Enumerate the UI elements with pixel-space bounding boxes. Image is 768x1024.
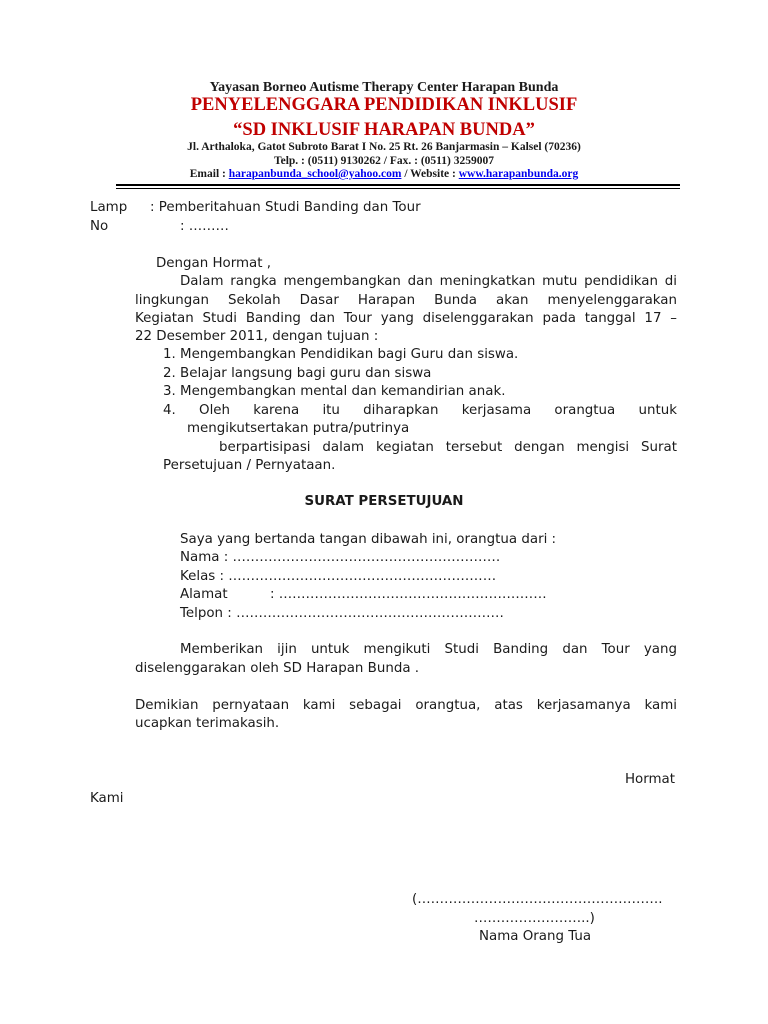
permission-line-2: diselenggarakan oleh SD Harapan Bunda . — [135, 661, 420, 676]
signature-kami: Kami — [90, 791, 124, 806]
address-field-label: Alamat — [180, 587, 228, 602]
form-intro: Saya yang bertanda tangan dibawah ini, orangtua dari : — [180, 532, 557, 547]
contact-line — [0, 168, 768, 180]
header-divider-thin — [116, 188, 680, 189]
goal-item-3: 3. Mengembangkan mental dan kemandirian anak. — [163, 384, 506, 399]
phone-field: Telpon : …………………………………………………… — [180, 606, 504, 621]
intro-line-4: 22 Desember 2011, dengan tujuan : — [135, 329, 379, 344]
number-label: No — [90, 219, 109, 234]
form-heading: SURAT PERSETUJUAN — [304, 494, 464, 509]
lamp-label: Lamp — [90, 200, 128, 215]
permission-line-1: Memberikan ijin untuk mengikuti Studi Banding dan Tour yang — [180, 642, 677, 657]
number-value: : ……… — [180, 219, 229, 234]
intro-line-3: Kegiatan Studi Banding dan Tour yang diselenggarakan pada tanggal 17 – — [135, 311, 677, 326]
website-link[interactable]: www.harapanbunda.org — [458, 168, 579, 180]
closing-line-1: Demikian pernyataan kami sebagai orangtua, atas kerjasamanya kami — [135, 698, 677, 713]
email-link[interactable]: harapanbunda_school@yahoo.com — [228, 168, 402, 180]
goal-item-4-cont-3: Persetujuan / Pernyataan. — [163, 458, 336, 473]
signature-line-1: (………………………………………………. — [412, 892, 663, 907]
address-field: : …………………………………………………… — [270, 587, 547, 602]
signature-line-2: ……………………..) — [474, 911, 595, 926]
signature-name: Nama Orang Tua — [479, 929, 592, 944]
goal-item-4: 4. Oleh karena itu diharapkan kerjasama orangtua untuk — [163, 403, 677, 418]
email-label: Email : — [189, 168, 229, 180]
closing-line-2: ucapkan terimakasih. — [135, 716, 280, 731]
intro-line-2: lingkungan Sekolah Dasar Harapan Bunda akan menyelenggarakan — [135, 293, 677, 308]
organizer-title: PENYELENGGARA PENDIDIKAN INKLUSIF — [190, 95, 578, 115]
greeting: Dengan Hormat , — [156, 256, 272, 271]
lamp-value: : Pemberitahuan Studi Banding dan Tour — [150, 200, 421, 215]
signature-hormat: Hormat — [624, 772, 675, 787]
goal-item-4-cont-2: berpartisipasi dalam kegiatan tersebut dengan mengisi Surat — [219, 440, 677, 455]
foundation-name: Yayasan Borneo Autisme Therapy Center Harapan Bunda — [209, 80, 559, 95]
website-label: / Website : — [401, 168, 459, 180]
school-address: Jl. Arthaloka, Gatot Subroto Barat I No. 25 Rt. 26 Banjarmasin – Kalsel (70236) — [187, 141, 581, 153]
class-field: Kelas : …………………………………………………… — [180, 569, 497, 584]
school-phone: Telp. : (0511) 9130262 / Fax. : (0511) 3259007 — [274, 155, 494, 167]
school-title: “SD INKLUSIF HARAPAN BUNDA” — [233, 120, 535, 140]
header-divider-thick — [116, 184, 680, 186]
goal-item-2: 2. Belajar langsung bagi guru dan siswa — [163, 366, 432, 381]
goal-item-4-cont-1: mengikutsertakan putra/putrinya — [187, 421, 410, 436]
name-field: Nama : …………………………………………………… — [180, 550, 501, 565]
goal-item-1: 1. Mengembangkan Pendidikan bagi Guru dan siswa. — [163, 347, 519, 362]
intro-line-1: Dalam rangka mengembangkan dan meningkatkan mutu pendidikan di — [180, 274, 677, 289]
